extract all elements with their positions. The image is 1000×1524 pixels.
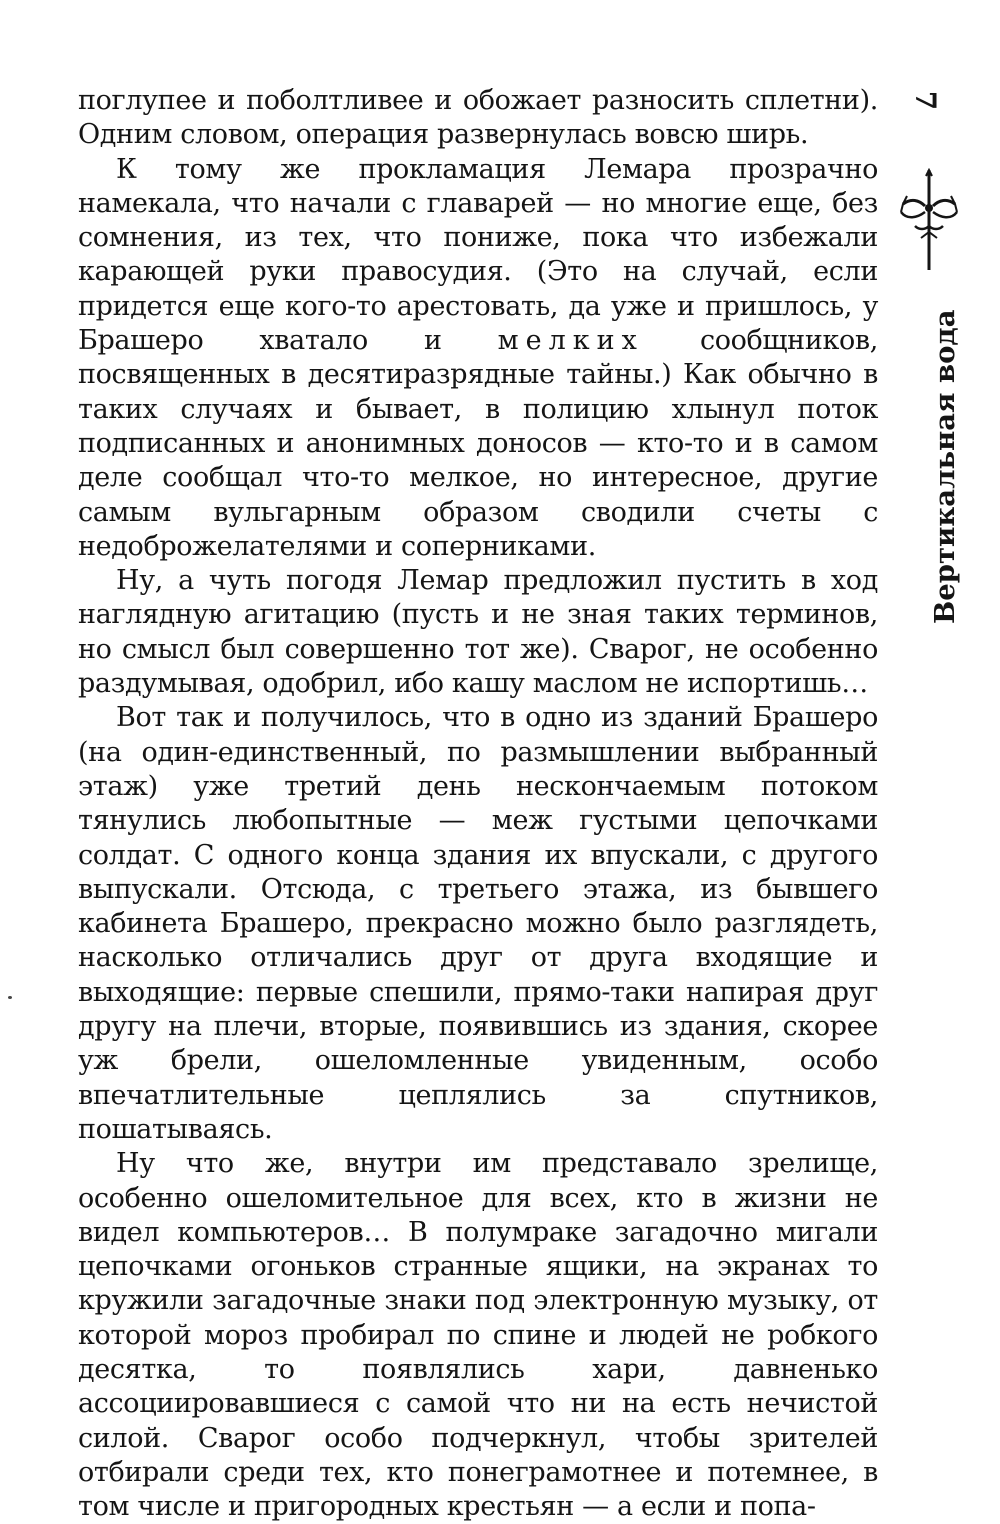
page-number: 7 xyxy=(909,90,943,111)
paragraph-2 xyxy=(78,153,878,565)
paragraph-3: Ну, а чуть погодя Лемар предложил пустить в ход наглядную агитацию (пусть и не зная таких терминов, но смысл был совершенно тот же). Сварог, не особенно раздумывая, одобрил, ибо кашу маслом не испортишь… xyxy=(78,565,878,700)
emphasized-word: мелких xyxy=(497,325,644,357)
body-text xyxy=(78,84,878,1524)
paragraph-1: поглупее и поболтливее и обожает разносить сплетни). Одним словом, операция развернулась вовсю ширь. xyxy=(78,85,878,151)
scan-speck xyxy=(8,996,12,999)
paragraph-2-text-after: сообщников, посвященных в десятиразрядные тайны.) Как обычно в таких случаях и бывает, в полицию хлынул поток подписанных и анонимных доносов — кто-то и в самом деле сообщал что-то мелкое, но интересное, другие самым вульгарным образом сводили счеты с недоброжелателями и соперниками. xyxy=(78,325,878,562)
paragraph-4: Вот так и получилось, что в одно из зданий Брашеро (на один-единственный, по размышлении выбранный этаж) уже третий день нескончаемым потоком тянулись любопытные — меж густыми цепочками солдат. С одного конца здания их впускали, с другого выпускали. Отсюда, с третьего этажа, из бывшего кабинета Брашеро, прекрасно можно было разглядеть, насколько отличались друг от друга входящие и выходящие: первые спешили, прямо-таки напирая друг другу на плечи, вторые, появившись из здания, скорее уж брели, ошеломленные увиденным, особо впечатлительные цеплялись за спутников, пошатываясь. xyxy=(78,702,878,1145)
running-head: Вертикальная вода xyxy=(929,309,961,624)
paragraph-5: Ну что же, внутри им представало зрелище, особенно ошеломительное для всех, кто в жизни не видел компьютеров… В полумраке загадочно мигали цепочками огоньков странные ящики, на экранах то кружили загадочные знаки под электронную музыку, от которой мороз пробирал по спине и людей не робкого десятка, то появлялись хари, давненько ассоциировавшиеся с самой что ни на есть нечистой силой. Сварог особо подчеркнул, чтобы зрителей отбирали среди тех, кто понеграмотнее и потемнее, в том числе и пригородных крестьян — а если и попа- xyxy=(78,1148,878,1523)
paragraph-2-text-before: К тому же прокламация Лемара прозрачно намекала, что начали с главарей — но многие еще, без сомнения, из тех, что пониже, пока что избежали карающей руки правосудия. (Это на случай, если придется еще кого-то арестовать, да уже и пришлось, у Брашеро хватало и xyxy=(78,153,878,357)
cross-ornament-icon xyxy=(897,168,961,272)
